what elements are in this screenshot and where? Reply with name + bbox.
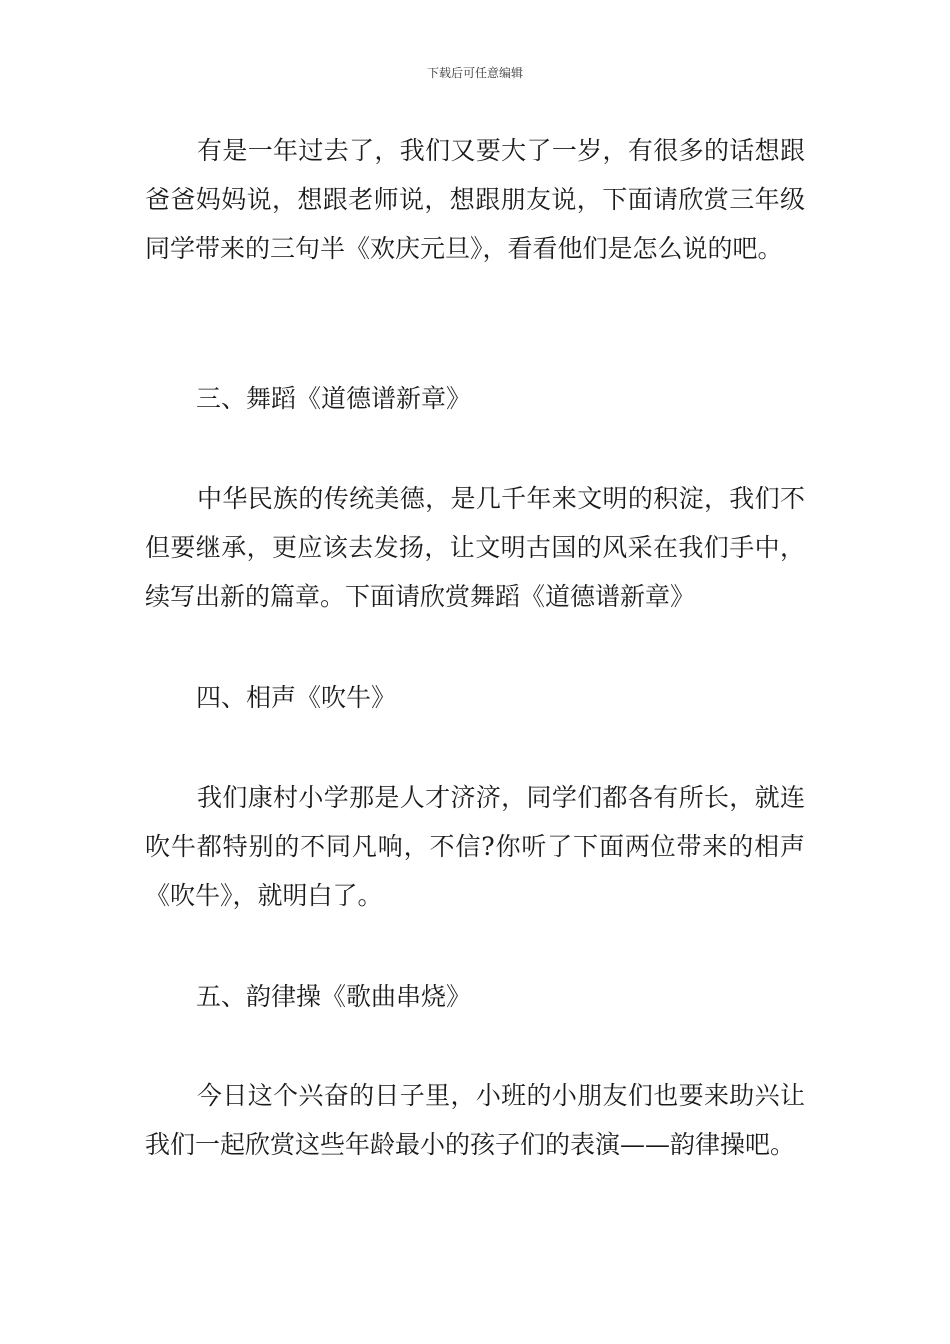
heading-rhythm-exercise: 五、韵律操《歌曲串烧》 [196,982,472,1011]
heading-crosstalk: 四、相声《吹牛》 [196,683,397,712]
paragraph-new-year: 有是一年过去了，我们又要大了一岁，有很多的话想跟爸爸妈妈说，想跟老师说，想跟朋友说，下面请欣赏三年级同学带来的三句半《欢庆元旦》，看看他们是怎么说的吧。 [145,136,805,263]
paragraph-kindergarten: 今日这个兴奋的日子里，小班的小朋友们也要来助兴让我们一起欣赏这些年龄最小的孩子们的表演——韵律操吧。 [145,1081,805,1159]
heading-dance: 三、舞蹈《道德谱新章》 [196,384,472,413]
paragraph-talent: 我们康村小学那是人才济济，同学们都各有所长，就连吹牛都特别的不同凡响，不信?你听了下面两位带来的相声《吹牛》，就明白了。 [145,783,805,910]
page-header-note: 下载后可任意编辑 [426,66,523,80]
paragraph-virtue: 中华民族的传统美德，是几千年来文明的积淀，我们不但要继承，更应该去发扬，让文明古国的风采在我们手中，续写出新的篇章。下面请欣赏舞蹈《道德谱新章》 [145,484,805,611]
